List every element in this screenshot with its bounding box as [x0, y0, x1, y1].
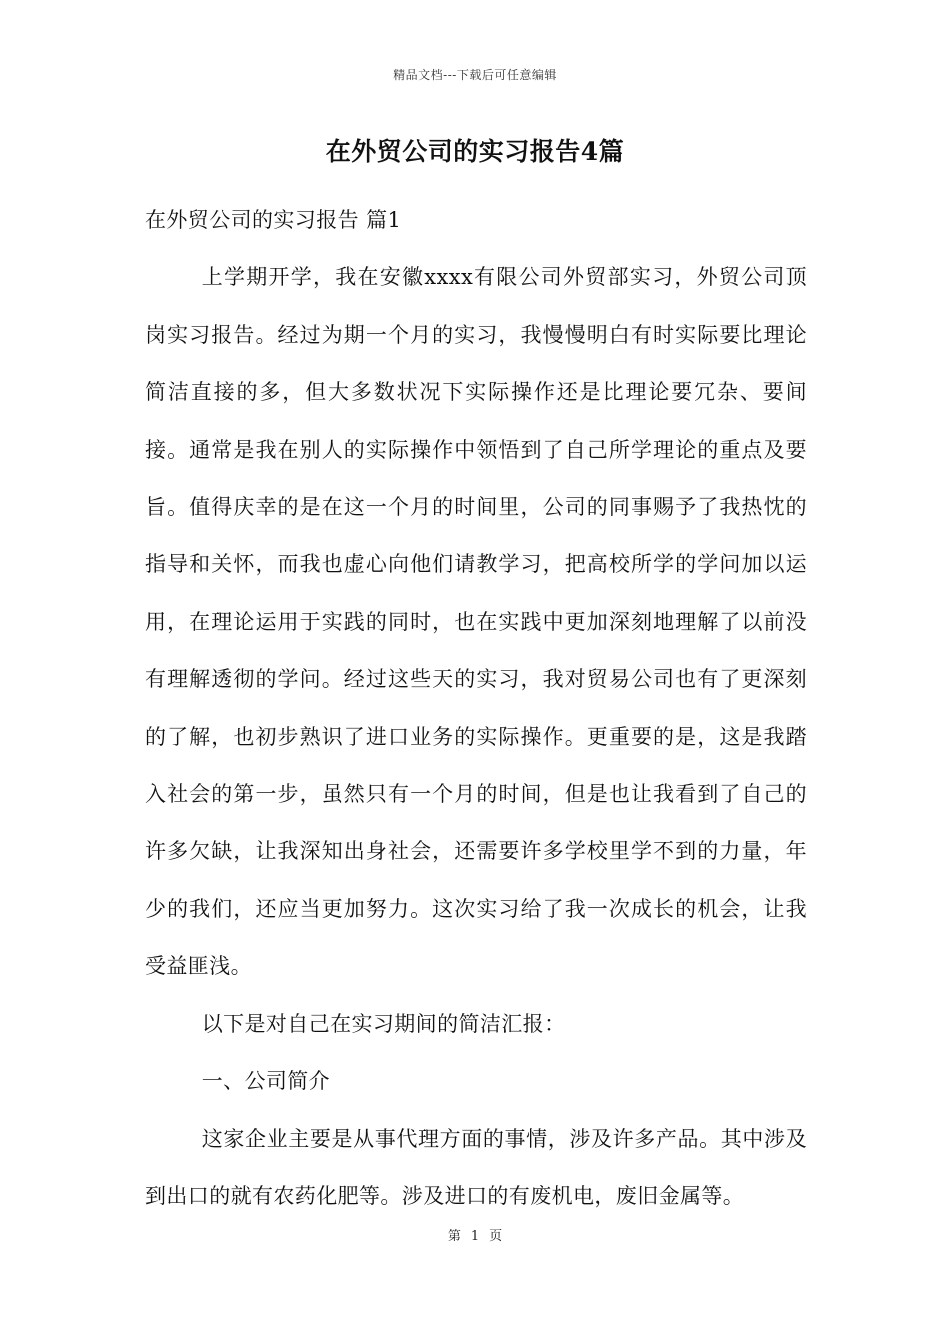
footer-prefix: 第 — [447, 1229, 461, 1244]
header-note: 精品文档---下载后可任意编辑 — [393, 68, 557, 82]
section-heading: 在外贸公司的实习报告 篇1 — [145, 208, 402, 232]
page-number: 1 — [470, 1229, 480, 1244]
subheading-company-profile: 一、公司简介 — [201, 1069, 331, 1094]
footer-suffix: 页 — [489, 1229, 503, 1244]
document-body — [145, 192, 807, 1225]
paragraph-summary-lead: 以下是对自己在实习期间的简洁汇报： — [201, 1011, 566, 1036]
page-footer — [0, 1227, 950, 1247]
paragraph-intro: 上学期开学，我在安徽xxxx有限公司外贸部实习，外贸公司顶岗实习报告。经过为期一个月的实习，我慢慢明白有时实际要比理论简洁直接的多，但大多数状况下实际操作还是比理论要冗杂、要间接。通常是我在别人的实际操作中领悟到了自己所学理论的重点及要旨。值得庆幸的是在这一个月的时间里，公司的同事赐予了我热忱的指导和关怀，而我也虚心向他们请教学习，把高校所学的学问加以运用，在理论运用于实践的同时，也在实践中更加深刻地理解了以前没有理解透彻的学问。经过这些天的实习，我对贸易公司也有了更深刻的了解，也初步熟识了进口业务的实际操作。更重要的是，这是我踏入社会的第一步，虽然只有一个月的时间，但是也让我看到了自己的许多欠缺，让我深知出身社会，还需要许多学校里学不到的力量，年少的我们，还应当更加努力。这次实习给了我一次成长的机会，让我受益匪浅。 — [145, 265, 807, 979]
document-title: 在外贸公司的实习报告4篇 — [325, 137, 625, 166]
paragraph-company-profile: 这家企业主要是从事代理方面的事情，涉及许多产品。其中涉及到出口的就有农药化肥等。涉及进口的有废机电，废旧金属等。 — [145, 1126, 807, 1208]
